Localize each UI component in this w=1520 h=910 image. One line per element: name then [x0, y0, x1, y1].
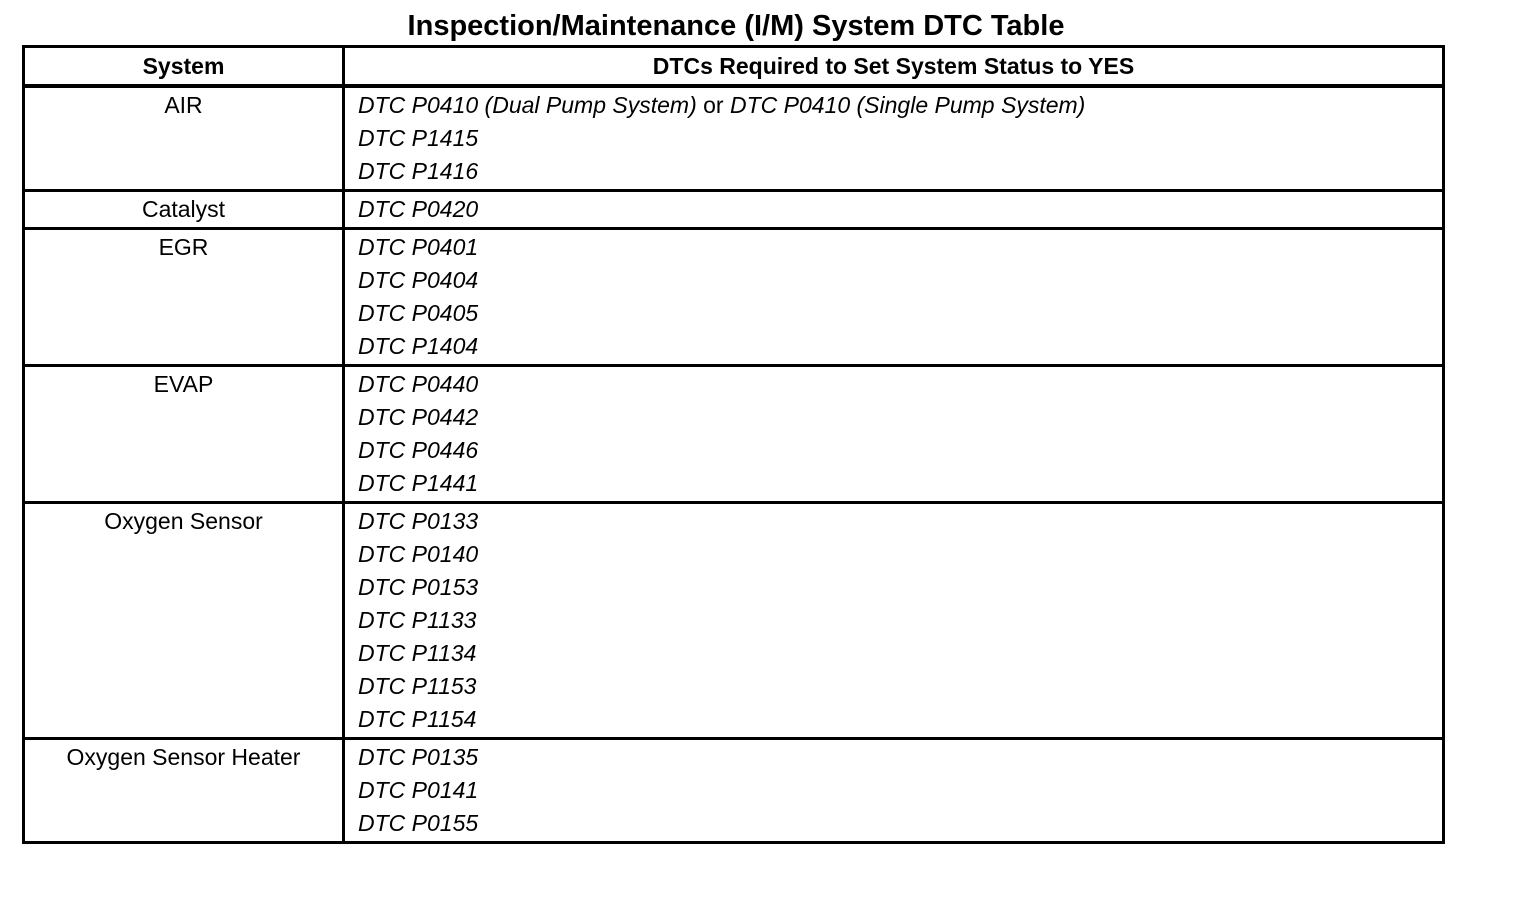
dtc-line: [358, 89, 1442, 122]
dtc-code: DTC P0153: [358, 574, 479, 600]
system-cell: Catalyst: [24, 191, 344, 229]
table-row-evap: [24, 366, 1444, 503]
table-row-catalyst: [24, 191, 1444, 229]
system-cell: EGR: [24, 229, 344, 366]
table-row-air: [24, 86, 1444, 191]
dtc-table: [22, 45, 1445, 844]
dtc-cell: [344, 503, 1444, 739]
dtc-code: DTC P0140: [358, 541, 479, 567]
dtc-code: DTC P1154: [358, 706, 477, 732]
dtc-code: DTC P0446: [358, 437, 479, 463]
dtc-code: DTC P0440: [358, 371, 479, 397]
dtc-code: DTC P0135: [358, 744, 479, 770]
table-row-egr: [24, 229, 1444, 366]
column-header-system: System: [24, 47, 344, 87]
dtc-code: DTC P0141: [358, 777, 479, 803]
page-title: Inspection/Maintenance (I/M) System DTC Table: [407, 10, 1065, 42]
dtc-connector: or: [696, 92, 730, 118]
dtc-code: DTC P1416: [358, 158, 479, 184]
dtc-code: DTC P0401: [358, 234, 479, 260]
table-row-oxygen-sensor-heater: [24, 739, 1444, 843]
dtc-cell: [344, 86, 1444, 191]
dtc-cell: [344, 191, 1444, 229]
system-cell: EVAP: [24, 366, 344, 503]
dtc-code: DTC P1441: [358, 470, 479, 496]
dtc-code: DTC P1134: [358, 640, 477, 666]
dtc-code: DTC P0133: [358, 508, 479, 534]
dtc-code: DTC P1404: [358, 333, 479, 359]
dtc-code: DTC P0410 (Dual Pump System): [358, 92, 697, 118]
dtc-code: DTC P1153: [358, 673, 477, 699]
column-header-dtcs: DTCs Required to Set System Status to YES: [344, 47, 1444, 87]
dtc-code: DTC P0420: [358, 196, 479, 222]
dtc-code: DTC P0410 (Single Pump System): [729, 92, 1086, 118]
system-cell: Oxygen Sensor Heater: [24, 739, 344, 843]
system-cell: AIR: [24, 86, 344, 191]
dtc-cell: [344, 229, 1444, 366]
dtc-code: DTC P0442: [358, 404, 479, 430]
dtc-code: DTC P1133: [358, 607, 477, 633]
dtc-cell: [344, 739, 1444, 843]
table-row-oxygen-sensor: [24, 503, 1444, 739]
dtc-code: DTC P0405: [358, 300, 479, 326]
system-cell: Oxygen Sensor: [24, 503, 344, 739]
table-header-row: [24, 47, 1444, 87]
dtc-cell: [344, 366, 1444, 503]
dtc-code: DTC P1415: [358, 125, 479, 151]
dtc-code: DTC P0155: [358, 810, 479, 836]
dtc-code: DTC P0404: [358, 267, 479, 293]
